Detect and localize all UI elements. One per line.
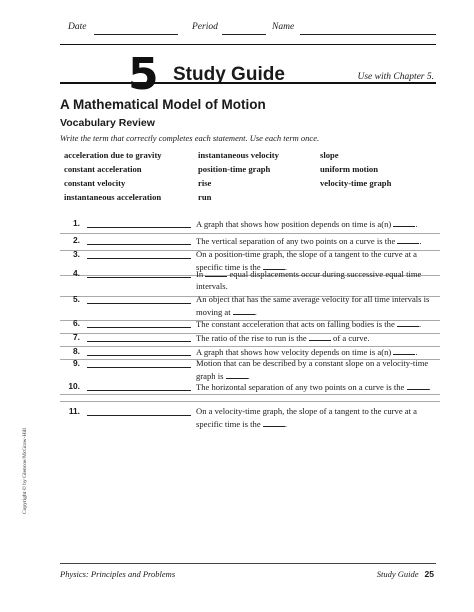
term: uniform motion xyxy=(320,164,379,174)
question-text: A graph that shows how velocity depends on time is a(n) . xyxy=(196,347,418,357)
footer-book-title: Physics: Principles and Problems xyxy=(60,569,176,579)
question-text: On a position-time graph, the slope of a tangent to the curve at a specific time is the . xyxy=(196,249,417,272)
question-text: The horizontal separation of any two points on a curve is the . xyxy=(196,382,431,392)
inline-blank xyxy=(397,235,419,244)
inline-blank xyxy=(393,218,415,227)
answer-line[interactable] xyxy=(87,227,191,228)
term: constant velocity xyxy=(64,178,126,188)
copyright-notice: Copyright © by Glencoe/McGraw-Hill xyxy=(22,428,28,514)
answer-line[interactable] xyxy=(87,303,191,304)
term: acceleration due to gravity xyxy=(64,150,162,160)
answer-line[interactable] xyxy=(87,277,191,278)
date-label: Date xyxy=(68,22,87,32)
term: rise xyxy=(198,178,212,188)
term: slope xyxy=(320,150,339,160)
question-text: An object that has the same average velocity for all time intervals is moving at . xyxy=(196,294,430,317)
answer-line[interactable] xyxy=(87,258,191,259)
term: position-time graph xyxy=(198,164,271,174)
answer-line[interactable] xyxy=(87,390,191,391)
page-number: 25 xyxy=(424,569,434,579)
answer-line[interactable] xyxy=(87,341,191,342)
question-number: 9. xyxy=(73,358,80,368)
question-divider xyxy=(60,394,440,395)
period-field[interactable] xyxy=(222,34,266,35)
answer-line[interactable] xyxy=(87,367,191,368)
inline-blank xyxy=(397,318,419,327)
term: constant acceleration xyxy=(64,164,142,174)
inline-blank xyxy=(233,306,255,315)
name-field[interactable] xyxy=(300,34,436,35)
answer-line[interactable] xyxy=(87,327,191,328)
question-text: A graph that shows how position depends on time is a(n) . xyxy=(196,219,418,229)
question-text: The ratio of the rise to run is the of a curve. xyxy=(196,333,370,343)
footer-divider xyxy=(60,563,436,564)
question-divider xyxy=(60,233,440,234)
inline-blank xyxy=(263,418,285,427)
question-number: 4. xyxy=(73,268,80,278)
answer-line[interactable] xyxy=(87,415,191,416)
footer-page-info xyxy=(377,569,434,579)
term-bank xyxy=(64,150,434,206)
question-number: 7. xyxy=(73,332,80,342)
footer-guide-label: Study Guide xyxy=(376,569,419,579)
vocab-heading: Vocabulary Review xyxy=(60,117,155,129)
answer-line[interactable] xyxy=(87,355,191,356)
chapter-divider xyxy=(60,82,436,84)
question-number: 1. xyxy=(73,218,80,228)
inline-blank xyxy=(226,370,248,379)
chapter-number: 5 xyxy=(128,49,157,100)
section-title: A Mathematical Model of Motion xyxy=(60,97,266,112)
term: run xyxy=(198,192,212,202)
answer-line[interactable] xyxy=(87,244,191,245)
name-label: Name xyxy=(272,22,295,32)
question-divider xyxy=(60,401,440,402)
question-text: The vertical separation of any two points on a curve is the . xyxy=(196,236,422,246)
term: instantaneous acceleration xyxy=(64,192,162,202)
period-label: Period xyxy=(192,22,218,32)
question-number: 6. xyxy=(73,318,80,328)
question-number: 3. xyxy=(73,249,80,259)
inline-blank xyxy=(309,332,331,341)
term: instantaneous velocity xyxy=(198,150,279,160)
use-with-note: Use with Chapter 5. xyxy=(357,72,434,82)
question-number: 5. xyxy=(73,294,80,304)
inline-blank xyxy=(393,346,415,355)
inline-blank xyxy=(205,268,227,277)
question-number: 8. xyxy=(73,346,80,356)
instructions: Write the term that correctly completes each statement. Use each term once. xyxy=(60,133,320,143)
term: velocity-time graph xyxy=(320,178,392,188)
date-field[interactable] xyxy=(94,34,178,35)
inline-blank xyxy=(407,381,429,390)
question-number: 10. xyxy=(68,381,80,391)
question-text: On a velocity-time graph, the slope of a tangent to the curve at a specific time is the . xyxy=(196,406,417,429)
question-text: In equal displacements occur during successive equal time intervals. xyxy=(196,269,422,291)
page-title: Study Guide xyxy=(173,64,285,85)
header-fields xyxy=(60,14,436,36)
question-text: The constant acceleration that acts on falling bodies is the . xyxy=(196,319,422,329)
question-text: Motion that can be described by a constant slope on a velocity-time graph is . xyxy=(196,358,429,381)
question-number: 2. xyxy=(73,235,80,245)
question-number: 11. xyxy=(68,406,80,416)
top-divider xyxy=(60,44,436,45)
